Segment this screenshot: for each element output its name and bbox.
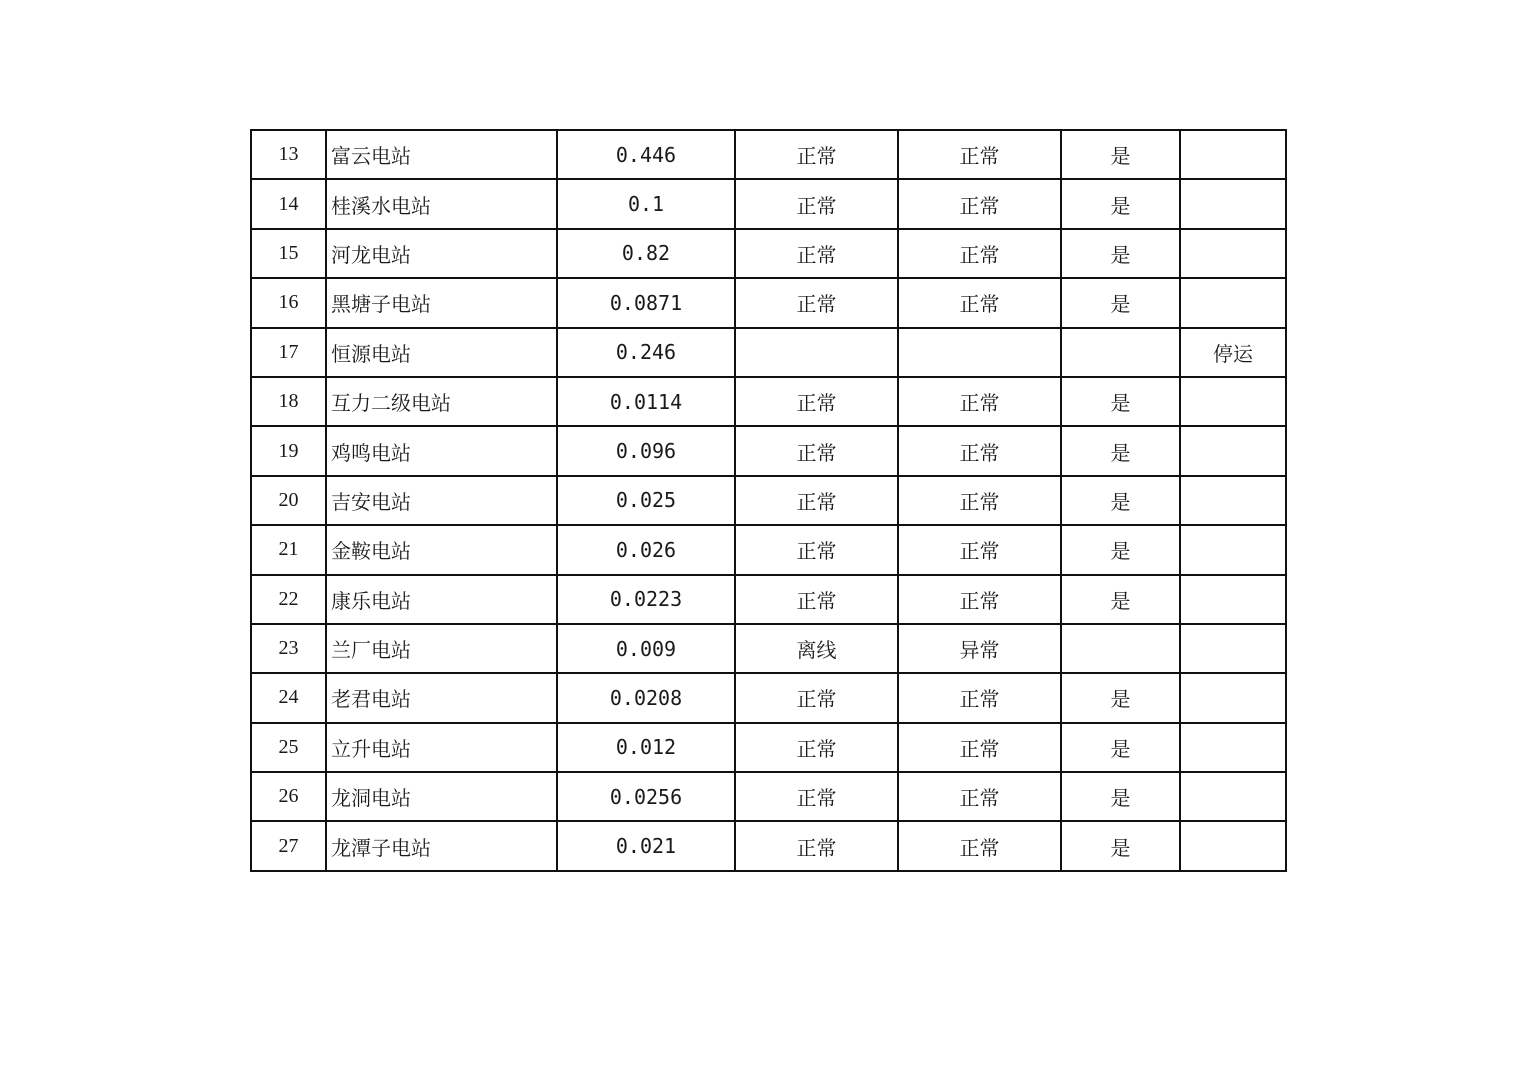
note-cell [1180,426,1286,475]
capacity-cell: 0.82 [557,229,735,278]
flag-cell: 是 [1061,723,1180,772]
note-cell [1180,624,1286,673]
table-row [251,624,1286,673]
status-cell: 正常 [735,673,898,722]
table-row [251,673,1286,722]
status-cell: 正常 [735,575,898,624]
table-row [251,723,1286,772]
status-cell: 正常 [735,229,898,278]
status-cell: 正常 [898,673,1061,722]
row-number-cell: 21 [251,525,326,574]
table-row [251,130,1286,179]
flag-cell: 是 [1061,278,1180,327]
status-cell: 正常 [735,278,898,327]
status-cell: 正常 [898,179,1061,228]
table-row [251,278,1286,327]
table-row [251,525,1286,574]
capacity-cell: 0.0223 [557,575,735,624]
flag-cell: 是 [1061,476,1180,525]
flag-cell [1061,624,1180,673]
capacity-cell: 0.0256 [557,772,735,821]
flag-cell: 是 [1061,525,1180,574]
status-cell: 离线 [735,624,898,673]
table-row [251,476,1286,525]
row-number-cell: 22 [251,575,326,624]
row-number-cell: 16 [251,278,326,327]
status-cell: 正常 [735,525,898,574]
station-name-cell: 恒源电站 [326,328,557,377]
status-cell: 正常 [898,377,1061,426]
station-name-cell: 黑塘子电站 [326,278,557,327]
row-number-cell: 27 [251,821,326,870]
note-cell [1180,229,1286,278]
row-number-cell: 26 [251,772,326,821]
note-cell [1180,673,1286,722]
status-cell: 正常 [735,377,898,426]
flag-cell: 是 [1061,575,1180,624]
flag-cell: 是 [1061,229,1180,278]
flag-cell: 是 [1061,772,1180,821]
row-number-cell: 20 [251,476,326,525]
table-row [251,821,1286,870]
table-row [251,179,1286,228]
note-cell [1180,821,1286,870]
station-name-cell: 老君电站 [326,673,557,722]
capacity-cell: 0.0114 [557,377,735,426]
table-row [251,229,1286,278]
station-table [250,129,1287,872]
station-name-cell: 龙潭子电站 [326,821,557,870]
table-row [251,377,1286,426]
status-cell [898,328,1061,377]
station-name-cell: 吉安电站 [326,476,557,525]
status-cell: 正常 [735,723,898,772]
table-row [251,575,1286,624]
row-number-cell: 19 [251,426,326,475]
status-cell: 异常 [898,624,1061,673]
row-number-cell: 15 [251,229,326,278]
note-cell [1180,772,1286,821]
capacity-cell: 0.009 [557,624,735,673]
capacity-cell: 0.026 [557,525,735,574]
station-name-cell: 鸡鸣电站 [326,426,557,475]
table-row [251,426,1286,475]
capacity-cell: 0.012 [557,723,735,772]
station-name-cell: 金鞍电站 [326,525,557,574]
flag-cell: 是 [1061,377,1180,426]
note-cell: 停运 [1180,328,1286,377]
status-cell: 正常 [898,426,1061,475]
station-name-cell: 兰厂电站 [326,624,557,673]
station-table-body [251,130,1286,871]
flag-cell: 是 [1061,130,1180,179]
note-cell [1180,377,1286,426]
capacity-cell: 0.1 [557,179,735,228]
capacity-cell: 0.446 [557,130,735,179]
status-cell: 正常 [898,525,1061,574]
status-cell: 正常 [735,426,898,475]
table-row [251,328,1286,377]
status-cell: 正常 [898,130,1061,179]
note-cell [1180,130,1286,179]
note-cell [1180,723,1286,772]
station-name-cell: 富云电站 [326,130,557,179]
row-number-cell: 25 [251,723,326,772]
note-cell [1180,278,1286,327]
capacity-cell: 0.025 [557,476,735,525]
status-cell: 正常 [898,772,1061,821]
flag-cell [1061,328,1180,377]
status-cell: 正常 [735,476,898,525]
status-cell: 正常 [735,179,898,228]
station-name-cell: 河龙电站 [326,229,557,278]
status-cell: 正常 [735,821,898,870]
row-number-cell: 17 [251,328,326,377]
row-number-cell: 14 [251,179,326,228]
station-name-cell: 立升电站 [326,723,557,772]
flag-cell: 是 [1061,426,1180,475]
capacity-cell: 0.096 [557,426,735,475]
note-cell [1180,525,1286,574]
status-cell: 正常 [898,723,1061,772]
note-cell [1180,179,1286,228]
flag-cell: 是 [1061,179,1180,228]
capacity-cell: 0.0208 [557,673,735,722]
row-number-cell: 13 [251,130,326,179]
flag-cell: 是 [1061,821,1180,870]
station-name-cell: 互力二级电站 [326,377,557,426]
capacity-cell: 0.021 [557,821,735,870]
note-cell [1180,575,1286,624]
station-name-cell: 康乐电站 [326,575,557,624]
status-cell: 正常 [898,575,1061,624]
row-number-cell: 23 [251,624,326,673]
status-cell [735,328,898,377]
capacity-cell: 0.246 [557,328,735,377]
status-cell: 正常 [735,772,898,821]
status-cell: 正常 [735,130,898,179]
status-cell: 正常 [898,476,1061,525]
note-cell [1180,476,1286,525]
table-row [251,772,1286,821]
capacity-cell: 0.0871 [557,278,735,327]
status-cell: 正常 [898,278,1061,327]
flag-cell: 是 [1061,673,1180,722]
status-cell: 正常 [898,821,1061,870]
row-number-cell: 18 [251,377,326,426]
status-cell: 正常 [898,229,1061,278]
row-number-cell: 24 [251,673,326,722]
station-name-cell: 桂溪水电站 [326,179,557,228]
station-name-cell: 龙洞电站 [326,772,557,821]
